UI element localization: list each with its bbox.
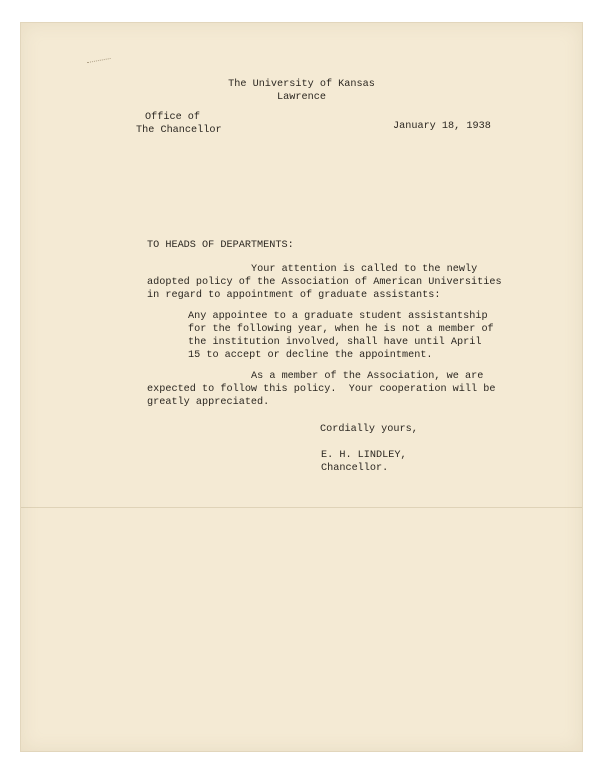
pencil-mark <box>87 58 111 65</box>
salutation: TO HEADS OF DEPARTMENTS: <box>147 240 294 251</box>
closing: Cordially yours, <box>320 424 418 435</box>
paragraph-2-line-3: greatly appreciated. <box>147 397 270 408</box>
quote-line-3: the institution involved, shall have until April <box>188 337 482 348</box>
office-line-1: Office of <box>145 112 201 123</box>
letterhead-city: Lawrence <box>277 92 326 103</box>
paragraph-2-line-1: As a member of the Association, we are <box>251 371 484 382</box>
paragraph-1-line-1: Your attention is called to the newly <box>251 264 478 275</box>
office-line-2: The Chancellor <box>136 125 222 136</box>
quote-line-2: for the following year, when he is not a member of <box>188 324 494 335</box>
letterhead-institution: The University of Kansas <box>228 79 375 90</box>
paragraph-2-line-2: expected to follow this policy. Your cooperation will be <box>147 384 496 395</box>
paper-fold-line <box>21 507 582 508</box>
paragraph-1-line-2: adopted policy of the Association of American Universities <box>147 277 502 288</box>
letter-date: January 18, 1938 <box>393 121 491 132</box>
quote-line-4: 15 to accept or decline the appointment. <box>188 350 433 361</box>
signature-name: E. H. LINDLEY, <box>321 450 407 461</box>
paragraph-1-line-3: in regard to appointment of graduate assistants: <box>147 290 441 301</box>
quote-line-1: Any appointee to a graduate student assistantship <box>188 311 488 322</box>
letter-page <box>20 22 583 752</box>
signature-title: Chancellor. <box>321 463 389 474</box>
